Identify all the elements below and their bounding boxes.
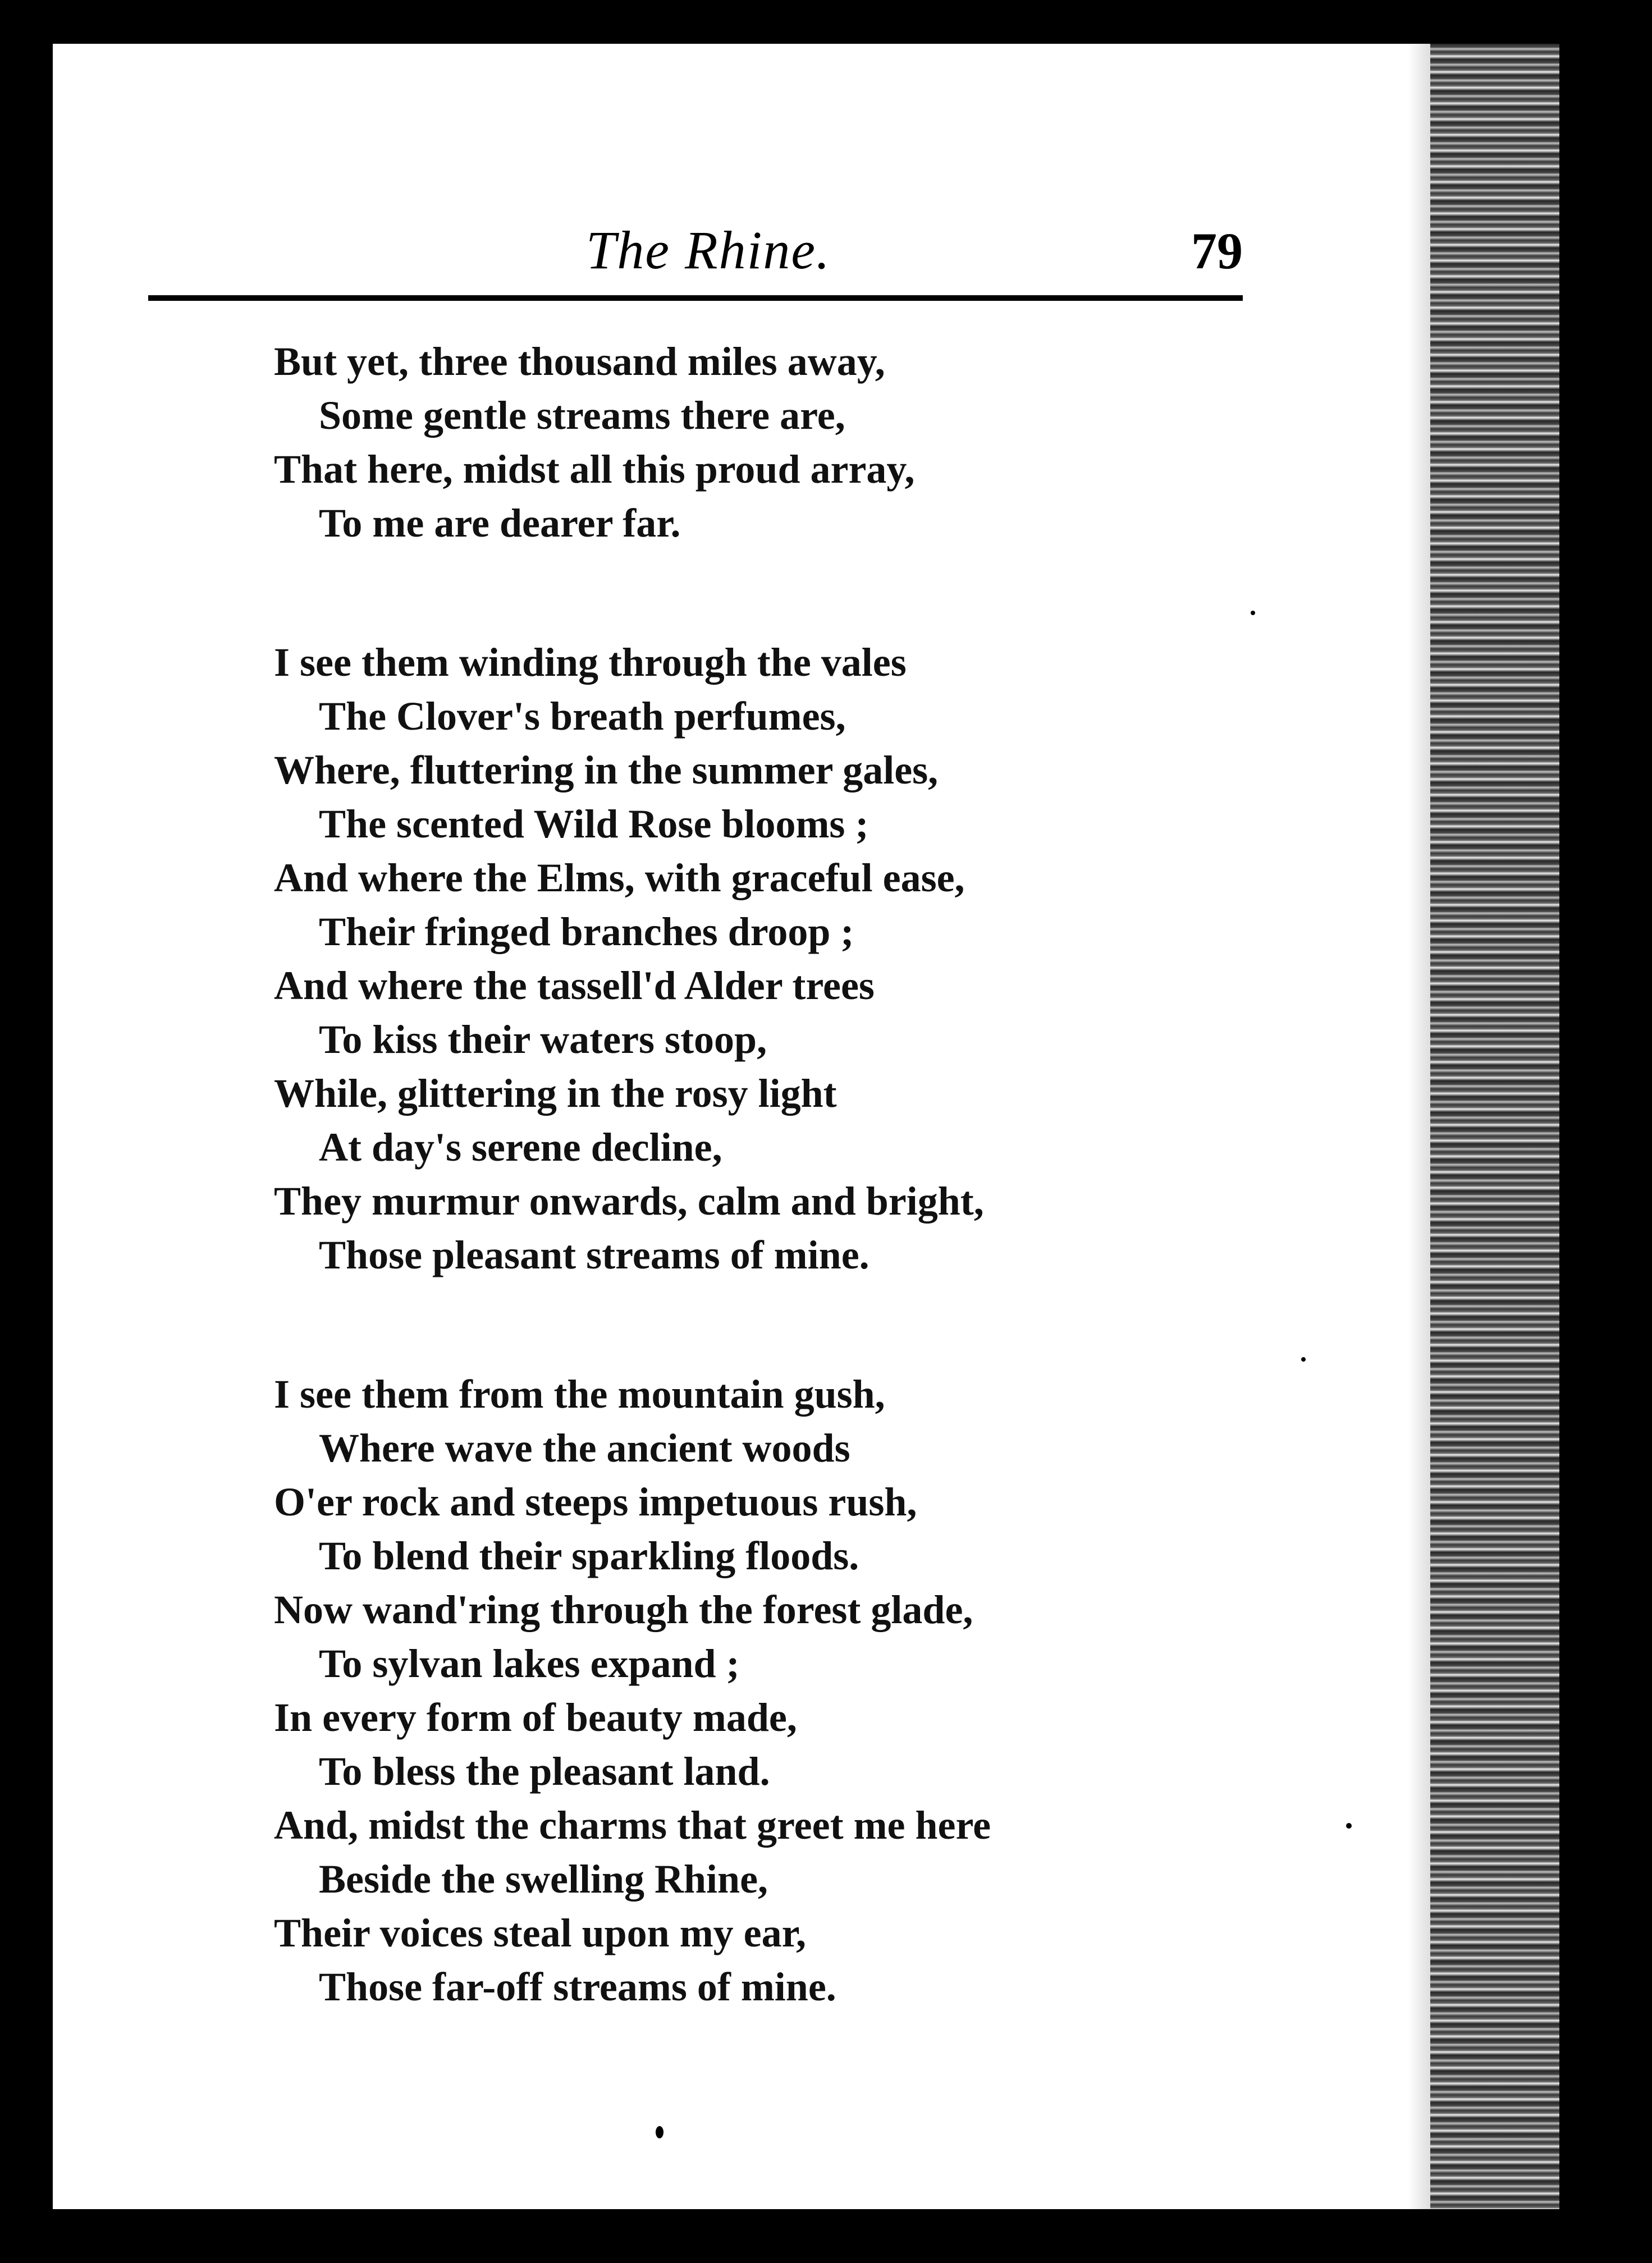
poem-line: Some gentle streams there are, — [319, 393, 845, 438]
book-page — [44, 44, 1559, 2209]
poem-line: The Clover's breath perfumes, — [319, 694, 846, 739]
poem-line: That here, midst all this proud array, — [274, 447, 915, 492]
poem-line: The scented Wild Rose blooms ; — [319, 801, 869, 846]
poem-line: Where, fluttering in the summer gales, — [274, 748, 939, 792]
stanza-3 — [274, 1367, 1228, 2014]
poem-line: Beside the swelling Rhine, — [319, 1857, 768, 1902]
page-number: 79 — [1191, 222, 1243, 280]
stanza-2 — [274, 635, 1228, 1282]
poem-line: At day's serene decline, — [319, 1125, 722, 1170]
poem-body — [274, 335, 1228, 2099]
poem-line: They murmur onwards, calm and bright, — [274, 1179, 984, 1224]
poem-line: Their voices steal upon my ear, — [274, 1911, 806, 1955]
poem-line: To bless the pleasant land. — [319, 1749, 770, 1794]
poem-line: And where the tassell'd Alder trees — [274, 963, 875, 1008]
page-edge-shadow — [1430, 44, 1559, 2209]
poem-line: To me are dearer far. — [319, 501, 681, 546]
page-header — [148, 207, 1243, 285]
poem-line: I see them winding through the vales — [274, 640, 907, 685]
scan-speck — [1346, 1823, 1352, 1829]
poem-line: To blend their sparkling floods. — [319, 1533, 859, 1578]
scan-speck — [1251, 611, 1255, 615]
stanza-1 — [274, 335, 1228, 550]
poem-line: Their fringed branches droop ; — [319, 909, 854, 954]
poem-line: In every form of beauty made, — [274, 1695, 797, 1740]
page-left-border — [44, 44, 53, 2209]
poem-line: And where the Elms, with graceful ease, — [274, 855, 965, 900]
poem-line: To sylvan lakes expand ; — [319, 1641, 740, 1686]
poem-line: I see them from the mountain gush, — [274, 1372, 885, 1417]
poem-line: Those far-off streams of mine. — [319, 1964, 836, 2009]
poem-line: To kiss their waters stoop, — [319, 1017, 767, 1062]
poem-line: Where wave the ancient woods — [319, 1426, 850, 1471]
page-edge-fade — [1408, 44, 1430, 2209]
scan-speck — [1301, 1357, 1306, 1362]
poem-line: But yet, three thousand miles away, — [274, 339, 885, 384]
poem-line: And, midst the charms that greet me here — [274, 1803, 991, 1848]
poem-line: Those pleasant streams of mine. — [319, 1233, 870, 1277]
poem-line: O'er rock and steeps impetuous rush, — [274, 1479, 917, 1524]
poem-line: Now wand'ring through the forest glade, — [274, 1587, 973, 1632]
poem-line: While, glittering in the rosy light — [274, 1071, 837, 1116]
running-title: The Rhine. — [586, 220, 831, 280]
header-rule — [148, 295, 1243, 301]
scan-speck — [656, 2126, 663, 2138]
